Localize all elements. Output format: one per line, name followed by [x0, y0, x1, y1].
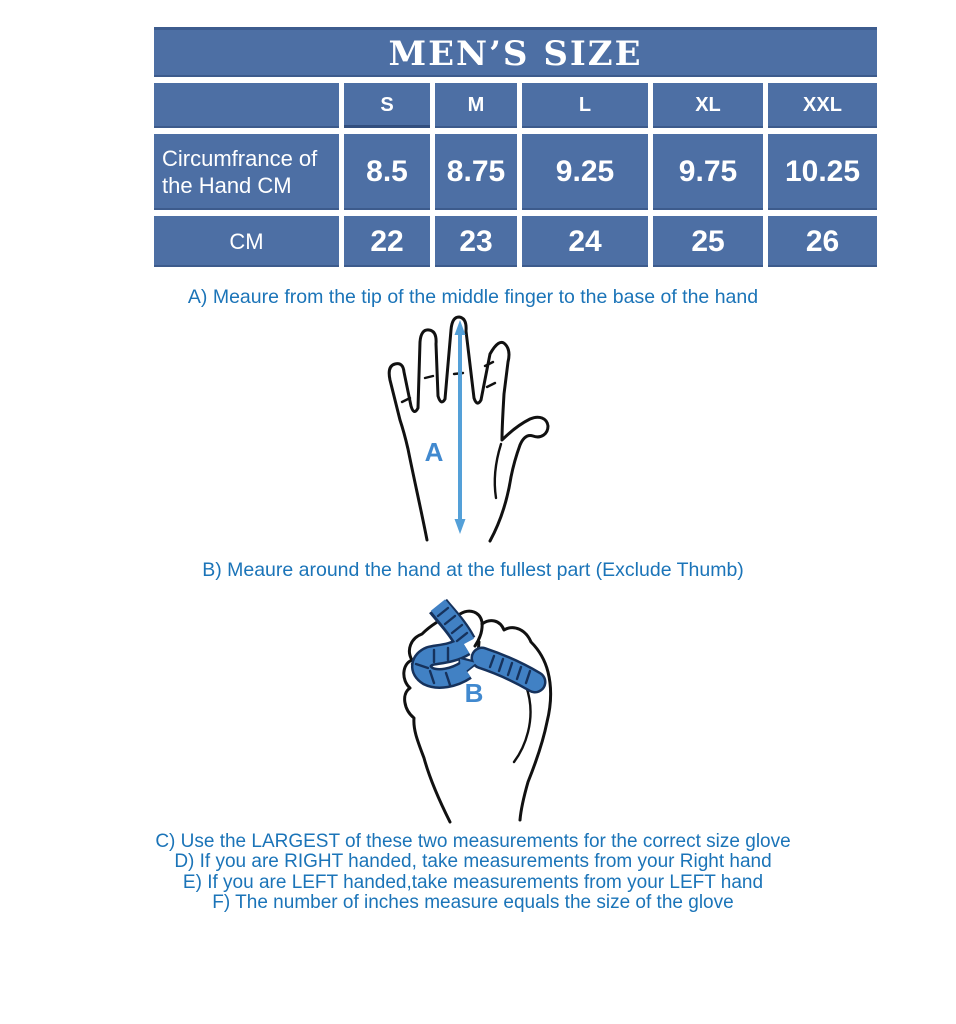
size-header-xxl: XXL [768, 83, 877, 128]
instruction-a: A) Meaure from the tip of the middle finger to the base of the hand [187, 286, 759, 308]
hand-outline [389, 317, 548, 541]
cm-value-l: 24 [522, 216, 648, 267]
circumference-value-m: 8.75 [435, 134, 517, 210]
instruction-notes [0, 832, 946, 914]
size-header-l: L [522, 83, 648, 128]
instruction-f: F) The number of inches measure equals the size of the glove [212, 892, 734, 914]
instruction-e: E) If you are LEFT handed,take measurements from your LEFT hand [182, 871, 764, 893]
mens-size-table [154, 27, 877, 267]
open-hand-diagram [378, 314, 556, 546]
corner-cell [154, 83, 339, 128]
cm-value-xl: 25 [653, 216, 763, 267]
instruction-b: B) Meaure around the hand at the fullest part (Exclude Thumb) [202, 559, 744, 581]
circumference-value-l: 9.25 [522, 134, 648, 210]
row-label-cm: CM [154, 216, 339, 267]
measure-arrow [455, 320, 466, 534]
label-a: A [424, 437, 444, 467]
circumference-value-xxl: 10.25 [768, 134, 877, 210]
finger-crease-marks [402, 362, 501, 498]
size-header-s: S [344, 83, 430, 128]
circumference-value-s: 8.5 [344, 134, 430, 210]
fist-tape-diagram [398, 590, 558, 828]
cm-value-m: 23 [435, 216, 517, 267]
instruction-d: D) If you are RIGHT handed, take measurements from your Right hand [174, 851, 772, 873]
instruction-c: C) Use the LARGEST of these two measurements for the correct size glove [155, 831, 791, 852]
circumference-value-xl: 9.75 [653, 134, 763, 210]
cm-value-s: 22 [344, 216, 430, 267]
label-b: B [464, 678, 484, 708]
size-header-m: M [435, 83, 517, 128]
table-title: MEN’S SIZE [154, 27, 877, 77]
size-header-xl: XL [653, 83, 763, 128]
fist-outline [404, 611, 551, 822]
cm-value-xxl: 26 [768, 216, 877, 267]
row-label-circumference: Circumfrance of the Hand CM [154, 134, 339, 210]
